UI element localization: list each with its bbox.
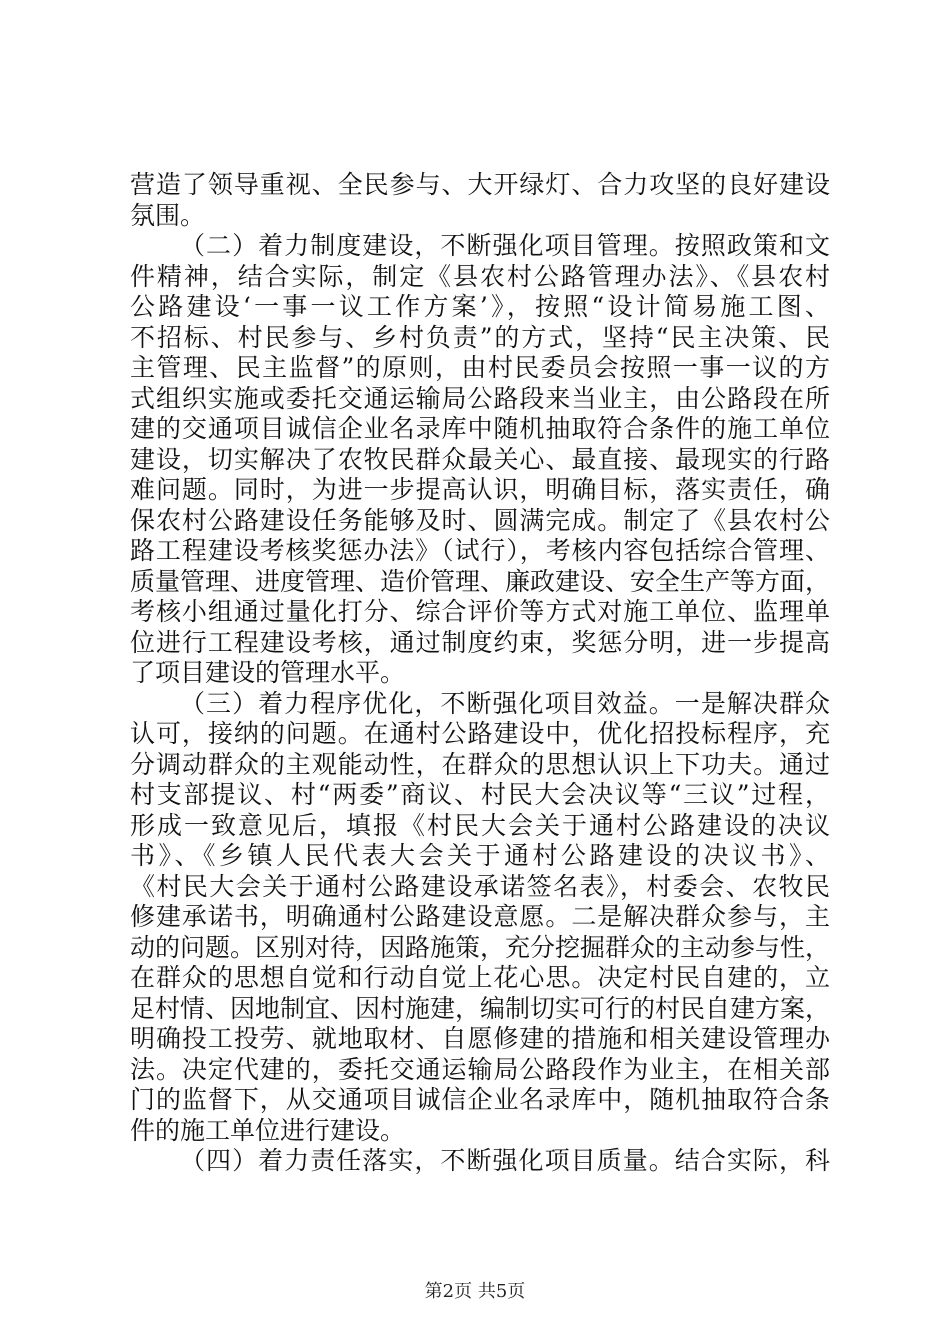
- text-line: 主管理、民主监督”的原则，由村民委员会按照一事一议的方: [130, 353, 830, 382]
- text-line: 明确投工投劳、就地取材、自愿修建的措施和相关建设管理办: [130, 1024, 830, 1053]
- text-line: 修建承诺书，明确通村公路建设意愿。二是解决群众参与，主: [130, 902, 830, 931]
- text-line: 建设，切实解决了农牧民群众最关心、最直接、最现实的行路: [130, 444, 830, 474]
- text-line: 质量管理、进度管理、造价管理、廉政建设、安全生产等方面，: [130, 566, 830, 596]
- text-line: 分调动群众的主观能动性，在群众的思想认识上下功夫。通过: [130, 749, 830, 779]
- page-footer: 第2页 共5页: [424, 1281, 526, 1302]
- text-line: （二）着力制度建设，不断强化项目管理。按照政策和文: [180, 231, 830, 260]
- text-line: 建的交通项目诚信企业名录库中随机抽取符合条件的施工单位: [130, 414, 830, 443]
- text-line: 路工程建设考核奖惩办法》（试行），考核内容包括综合管理、: [130, 536, 830, 565]
- text-line: 位进行工程建设考核，通过制度约束，奖惩分明，进一步提高: [130, 627, 830, 657]
- text-line: 动的问题。区别对待，因路施策，充分挖掘群众的主动参与性，: [130, 932, 830, 962]
- text-line: 不招标、村民参与、乡村负责”的方式，坚持“民主决策、民: [130, 322, 830, 352]
- text-line: （三）着力程序优化，不断强化项目效益。一是解决群众: [180, 688, 830, 718]
- text-line: 营造了领导重视、全民参与、大开绿灯、合力攻坚的良好建设: [130, 170, 830, 199]
- text-line: 公路建设‘一事一议工作方案’》，按照“设计简易施工图、: [130, 292, 830, 321]
- text-line: 了项目建设的管理水平。: [130, 658, 406, 687]
- text-line: 书》、《乡镇人民代表大会关于通村公路建设的决议书》、: [130, 841, 830, 870]
- text-line: （四）着力责任落实，不断强化项目质量。结合实际，科: [180, 1146, 830, 1175]
- text-line: 件的施工单位进行建设。: [130, 1115, 406, 1145]
- text-line: 足村情、因地制宜、因村施建，编制切实可行的村民自建方案，: [130, 993, 830, 1023]
- body-text: [130, 170, 830, 1177]
- text-line: 保农村公路建设任务能够及时、圆满完成。制定了《县农村公: [130, 505, 830, 535]
- text-line: 考核小组通过量化打分、综合评价等方式对施工单位、监理单: [130, 597, 830, 626]
- text-line: 形成一致意见后，填报《村民大会关于通村公路建设的决议: [130, 810, 830, 840]
- text-line: 难问题。同时，为进一步提高认识，明确目标，落实责任，确: [130, 475, 830, 504]
- text-line: 门的监督下，从交通项目诚信企业名录库中，随机抽取符合条: [130, 1085, 830, 1114]
- text-line: 氛围。: [130, 200, 206, 230]
- text-line: 在群众的思想自觉和行动自觉上花心思。决定村民自建的，立: [130, 963, 830, 992]
- text-line: 认可，接纳的问题。在通村公路建设中，优化招投标程序，充: [130, 719, 830, 748]
- text-line: 《村民大会关于通村公路建设承诺签名表》，村委会、农牧民: [130, 871, 830, 901]
- text-line: 法。决定代建的，委托交通运输局公路段作为业主，在相关部: [130, 1054, 830, 1084]
- text-line: 式组织实施或委托交通运输局公路段来当业主，由公路段在所: [130, 383, 830, 413]
- text-line: 村支部提议、村“两委”商议、村民大会决议等“三议”过程，: [130, 780, 830, 809]
- text-line: 件精神，结合实际，制定《县农村公路管理办法》、《县农村: [130, 261, 830, 291]
